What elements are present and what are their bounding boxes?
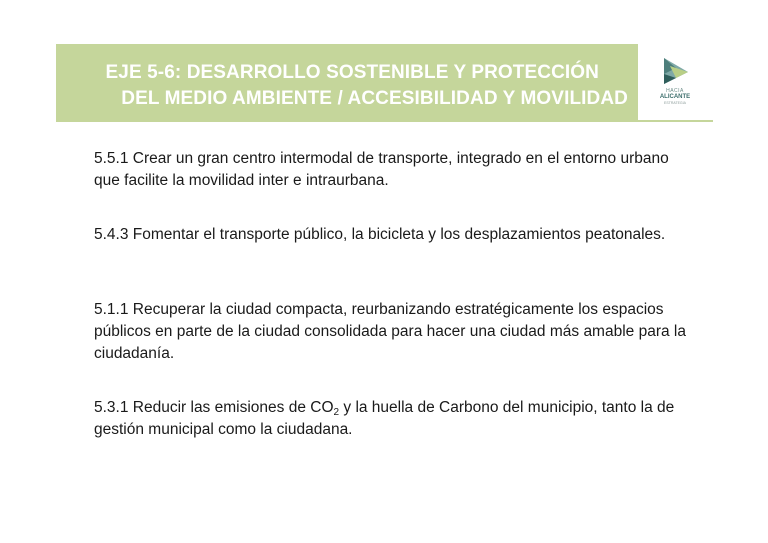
- logo-text-line-2: ALICANTE: [659, 94, 691, 100]
- co2-subscript: 2: [333, 407, 340, 418]
- list-item: 5.1.1 Recuperar la ciudad compacta, reurbanizando estratégicamente los espacios públicos en parte de la ciudad consolidada para hacer una ciudad más amable para la ciudadanía.: [94, 301, 686, 362]
- list-item: 5.4.3 Fomentar el transporte público, la bicicleta y los desplazamientos peatonales.: [94, 226, 666, 243]
- list-item-text-start: 5.3.1 Reducir las emisiones de CO: [94, 399, 334, 416]
- list-item-text-end: y la huella de Carbono del municipio, tanto la de gestión municipal como la ciudadana.: [94, 399, 675, 438]
- slide-title-line-2: DEL MEDIO AMBIENTE / ACCESIBILIDAD Y MOVILIDAD: [121, 88, 628, 109]
- logo-text-line-1: HACIA: [666, 88, 684, 94]
- header-divider: [56, 120, 713, 122]
- list-item: 5.5.1 Crear un gran centro intermodal de transporte, integrado en el entorno urbano que facilite la movilidad inter e intraurbana.: [94, 150, 669, 189]
- hacia-alicante-logo-icon: [660, 56, 690, 86]
- list-item: [94, 397, 694, 441]
- logo-text-line-3: ESTRATEGIA: [664, 101, 686, 105]
- logo: [638, 44, 712, 120]
- slide-title: [56, 44, 638, 120]
- logo-text: [648, 88, 702, 106]
- slide-title-line-1: EJE 5-6: DESARROLLO SOSTENIBLE Y PROTECCIÓN: [105, 62, 599, 83]
